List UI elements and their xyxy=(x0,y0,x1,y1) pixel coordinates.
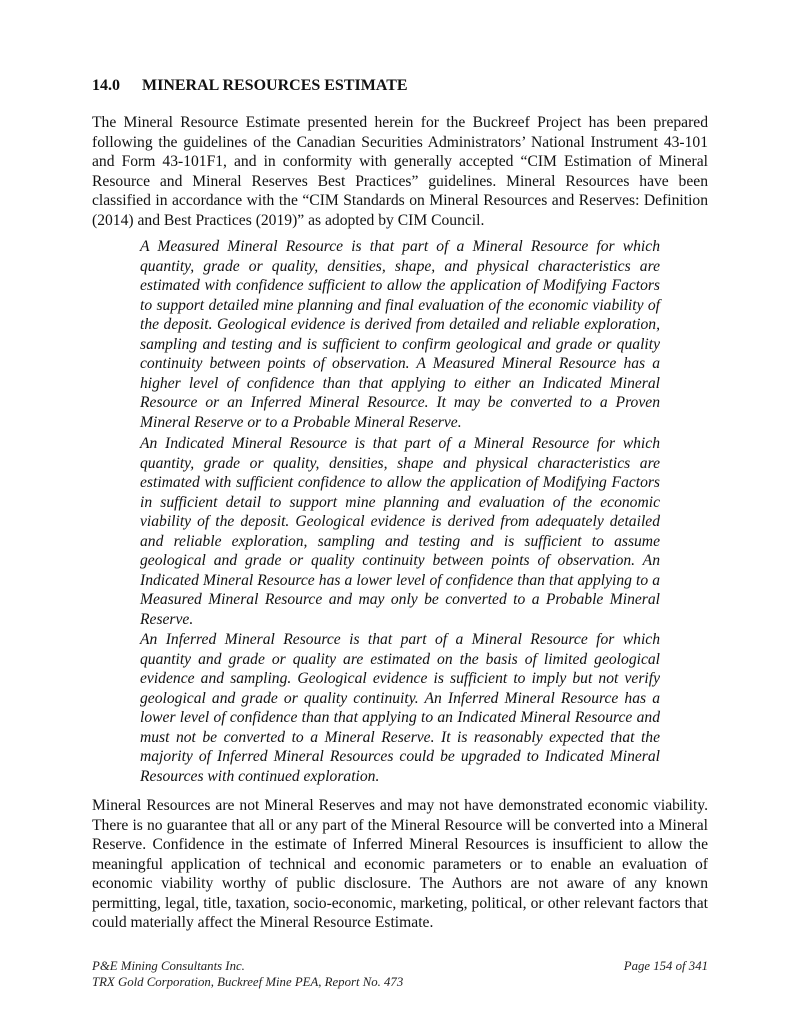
measured-definition-quote: A Measured Mineral Resource is that part of a Mineral Resource for which quantity, grade or quality, densities, shape, and physical characteristics are estimated with confidence sufficient to allow the application of Modifying Factors to support detailed mine planning and final evaluation of the economic viability of the deposit. Geological evidence is derived from detailed and reliable exploration, sampling and testing and is sufficient to confirm geological and grade or quality continuity between points of observation. A Measured Mineral Resource has a higher level of confidence than that applying to either an Indicated Mineral Resource or an Inferred Mineral Resource. It may be converted to a Proven Mineral Reserve or to a Probable Mineral Reserve. xyxy=(140,238,660,431)
indicated-definition-quote: An Indicated Mineral Resource is that part of a Mineral Resource for which quantity, grade or quality, densities, shape and physical characteristics are estimated with sufficient confidence to allow the application of Modifying Factors in sufficient detail to support mine planning and evaluation of the economic viability of the deposit. Geological evidence is derived from adequately detailed and reliable exploration, sampling and testing and is sufficient to assume geological and grade or quality continuity between points of observation. An Indicated Mineral Resource has a lower level of confidence than that applying to a Measured Mineral Resource and may only be converted to a Probable Mineral Reserve. xyxy=(140,435,660,628)
footer-company: P&E Mining Consultants Inc. xyxy=(92,959,245,973)
page-number: Page 154 of 341 xyxy=(623,959,708,973)
closing-paragraph: Mineral Resources are not Mineral Reserves and may not have demonstrated economic viability. There is no guarantee that all or any part of the Mineral Resource will be converted into a Mineral Reserve. Confidence in the estimate of Inferred Mineral Resources is insufficient to allow the meaningful application of technical and economic parameters or to enable an evaluation of economic viability worthy of public disclosure. The Authors are not aware of any known permitting, legal, title, taxation, socio-economic, marketing, political, or other relevant factors that could materially affect the Mineral Resource Estimate. xyxy=(92,797,708,931)
section-number: 14.0 xyxy=(92,77,120,94)
section-heading xyxy=(92,77,408,95)
section-title: MINERAL RESOURCES ESTIMATE xyxy=(142,77,408,94)
footer-report: TRX Gold Corporation, Buckreef Mine PEA, Report No. 473 xyxy=(92,975,404,989)
intro-paragraph: The Mineral Resource Estimate presented herein for the Buckreef Project has been prepared following the guidelines of the Canadian Securities Administrators’ National Instrument 43-101 and Form 43-101F1, and in conformity with generally accepted “CIM Estimation of Mineral Resource and Mineral Reserves Best Practices” guidelines. Mineral Resources have been classified in accordance with the “CIM Standards on Mineral Resources and Reserves: Definition (2014) and Best Practices (2019)” as adopted by CIM Council. xyxy=(92,114,708,229)
inferred-definition-quote: An Inferred Mineral Resource is that part of a Mineral Resource for which quantity and grade or quality are estimated on the basis of limited geological evidence and sampling. Geological evidence is sufficient to imply but not verify geological and grade or quality continuity. An Inferred Mineral Resource has a lower level of confidence than that applying to an Indicated Mineral Resource and must not be converted to a Mineral Reserve. It is reasonably expected that the majority of Inferred Mineral Resources could be upgraded to Indicated Mineral Resources with continued exploration. xyxy=(140,631,660,785)
page-footer xyxy=(92,958,708,990)
